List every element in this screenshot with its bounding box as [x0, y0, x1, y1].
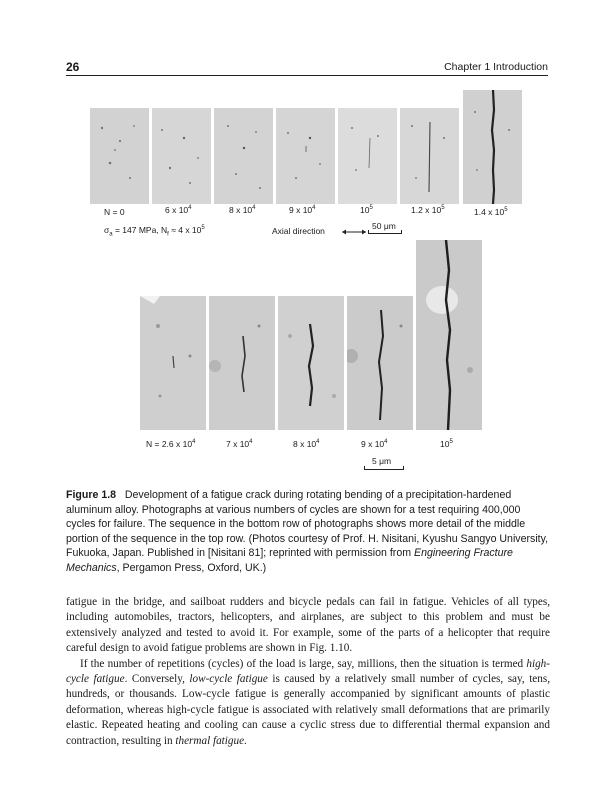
double-arrow-icon	[340, 228, 368, 236]
bottom-label-5: $10^5$	[440, 439, 453, 449]
top-scale-label: 50 μm	[372, 221, 396, 231]
photo-top-5	[338, 108, 397, 204]
photo-top-2	[152, 108, 211, 204]
top-label-4: 9 x $10^4$	[289, 205, 316, 215]
term-low-cycle: low-cycle fatigue	[189, 673, 268, 686]
caption-journal: Engineering Fracture Mechanics	[66, 547, 513, 574]
paragraph-1: fatigue in the bridge, and sailboat rudders and bicycle pedals can fail in fatigue. Vehicles of all types, including automobiles, tractors, helicopters, and airplanes, are subject to this problem and must be extensively analyzed and tested to avoid it. For example, some of the parts of a helicopter that require careful design to avoid fatigue problems are shown in Fig. 1.10.	[66, 596, 550, 655]
photo-top-6	[400, 108, 459, 204]
photo-bottom-3	[278, 296, 344, 430]
stress-label: $\sigma_a = 147$ MPa, $N_f \approx 4$ x $10^5$	[104, 225, 205, 238]
header-rule	[66, 75, 548, 76]
page-number: 26	[66, 60, 80, 74]
bottom-label-2: 7 x $10^4$	[226, 439, 253, 449]
top-label-3: 8 x $10^4$	[229, 205, 256, 215]
bottom-scale-label: 5 μm	[372, 456, 392, 466]
term-thermal: thermal fatigue	[175, 734, 245, 747]
body-text	[66, 595, 550, 749]
bottom-label-4: 9 x $10^4$	[361, 439, 388, 449]
photo-bottom-5	[416, 240, 482, 430]
term-high-cycle: high-cycle fatigue	[66, 657, 550, 686]
caption-text: Development of a fatigue crack during rotating bending of a precipitation-hardened aluminum alloy. Photographs at various numbers of cycles are shown for a test requiring 400,000 cycles for failure. The sequence in the bottom row of photographs shows more detail of the middle portion of the sequence in the top row. (Photos courtesy of Prof. H. Nisitani, Kyushu Sangyo University, Fukuoka, Japan. Published in [Nisitani 81]; reprinted with permission from	[66, 489, 549, 559]
photo-bottom-1	[140, 296, 206, 430]
bottom-label-1: N = 2.6 x $10^4$	[146, 439, 196, 449]
top-label-2: 6 x $10^4$	[165, 205, 192, 215]
chapter-title: Chapter 1 Introduction	[444, 61, 548, 73]
photo-top-1	[90, 108, 149, 204]
top-scale-bar	[368, 233, 402, 234]
figure-label: Figure 1.8	[66, 489, 117, 501]
top-label-5: $10^5$	[360, 205, 373, 215]
photo-bottom-4	[347, 296, 413, 430]
photo-top-3	[214, 108, 273, 204]
top-label-7: 1.4 x $10^5$	[474, 207, 508, 217]
bottom-scale-bar	[364, 469, 404, 470]
axial-direction-label: Axial direction	[272, 226, 325, 236]
figure-caption	[66, 488, 552, 575]
paragraph-2: If the number of repetitions (cycles) of the load is large, say, millions, then the situation is termed high-cycle fatigue. Conversely, low-cycle fatigue is caused by a relatively small number of cycles, say, tens, hundreds, or thousands. Low-cycle fatigue is generally accompanied by significant amounts of plastic deformation, whereas high-cycle fatigue is associated with relatively small deformations that are primarily elastic. Repeated heating and cooling can cause a cyclic stress due to differential thermal expansion and contraction, resulting in thermal fatigue.	[66, 657, 551, 747]
photo-top-4	[276, 108, 335, 204]
photo-top-7	[463, 90, 522, 204]
caption-text-end: , Pergamon Press, Oxford, UK.)	[116, 561, 267, 574]
page-header	[66, 60, 548, 76]
bottom-label-3: 8 x $10^4$	[293, 439, 320, 449]
top-label-1: N = 0	[104, 207, 125, 217]
top-label-6: 1.2 x $10^5$	[411, 205, 445, 215]
photo-bottom-2	[209, 296, 275, 430]
